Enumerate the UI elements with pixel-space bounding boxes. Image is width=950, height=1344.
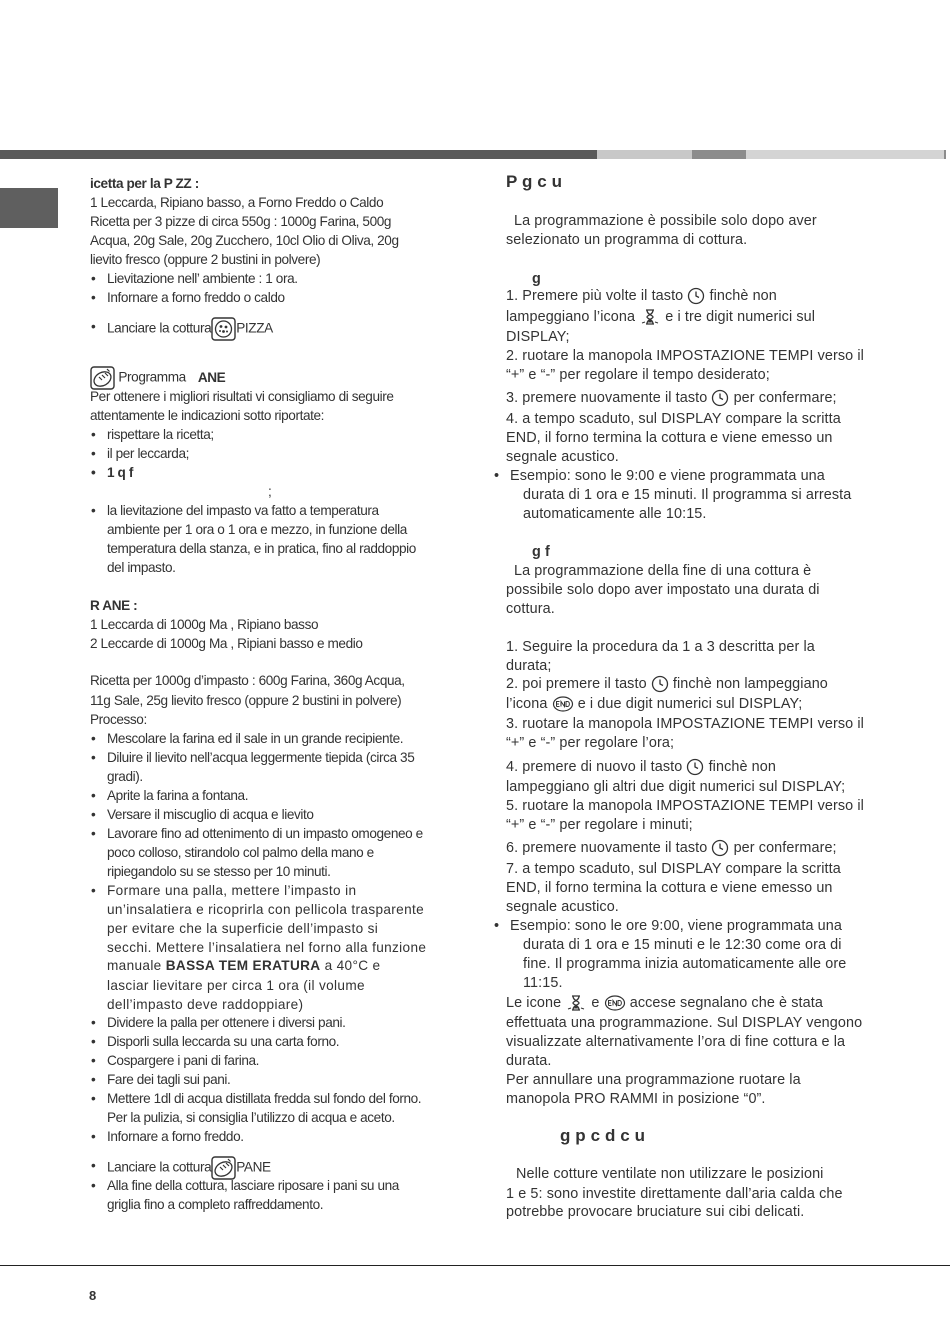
clock-icon [711, 839, 729, 857]
text-line: Per annullare una programmazione ruotare la [506, 1072, 801, 1088]
text-line: • Lanciare la cottura PIZZA [107, 317, 273, 341]
text-line: “+” e “-” per regolare l’ora; [506, 735, 675, 751]
text-line: Ricetta per 1000g d’impasto : 600g Farina, 360g Acqua, [90, 673, 405, 688]
text-line: • Lanciare la cottura PANE [107, 1156, 271, 1180]
text-line: La programmazione della fine di una cottura è [514, 563, 812, 579]
text-line: Per la pulizia, si consiglia l’utilizzo di acqua e aceto. [107, 1110, 395, 1125]
text-line: 3. ruotare la manopola IMPOSTAZIONE TEMPI verso il [506, 716, 864, 732]
right-column [494, 0, 946, 1260]
text-line: 4. a tempo scaduto, sul DISPLAY compare la scritta [506, 411, 841, 427]
text-line: Processo: [90, 712, 147, 727]
text-line: R ANE : [90, 598, 138, 613]
text-line: • Infornare a forno freddo. [91, 1129, 244, 1144]
text-line: 1. Premere più volte il tasto finchè non [506, 288, 777, 304]
bullet: • [91, 446, 96, 461]
text-line: 2. ruotare la manopola IMPOSTAZIONE TEMPI verso il [506, 348, 864, 364]
text-line: ambiente per 1 ora o 1 ora e mezzo, in funzione della [107, 522, 407, 537]
text-line: segnale acustico. [506, 899, 619, 915]
text-line: DISPLAY; [506, 329, 570, 345]
text-line: Nelle cotture ventilate non utilizzare le posizioni [516, 1166, 824, 1182]
text-line: temperatura della stanza, e in pratica, fino al raddoppio [107, 541, 416, 556]
bullet: • [91, 1053, 96, 1068]
text-line: • Lievitazione nell’ ambiente : 1 ora. [91, 271, 298, 286]
text-line: secchi. Mettere l’insalatiera nel forno alla funzione [107, 940, 427, 955]
bullet: • [91, 1158, 96, 1173]
text-line: manuale BASSA TEM ERATURA a 40°C e [107, 958, 381, 973]
text-line: per evitare che la superficie dell’impasto si [107, 921, 379, 936]
text-line: • il per leccarda; [91, 446, 189, 461]
text-line: icetta per la P ZZ : [90, 176, 199, 191]
bullet: • [91, 731, 96, 746]
text-line: possibile solo dopo aver impostato una durata di [506, 582, 820, 598]
clock-icon [651, 675, 669, 693]
text-line: 1 e 5: sono investite direttamente dall’aria calda che [506, 1186, 843, 1202]
left-column [90, 0, 490, 1260]
text-line: 7. a tempo scaduto, sul DISPLAY compare la scritta [506, 861, 841, 877]
bullet: • [91, 271, 96, 286]
text-line: 1 Leccarda di 1000g Ma , Ripiano basso [90, 617, 319, 632]
clock-icon [711, 389, 729, 407]
text-line: • Mettere 1dl di acqua distillata fredda sul fondo del forno. [91, 1091, 422, 1106]
text-line: • Lavorare fino ad ottenimento di un impasto omogeneo e [91, 826, 423, 841]
text-line: lampeggiano l’icona e i tre digit numerici sul [506, 309, 816, 325]
text-line: • rispettare la ricetta; [91, 427, 214, 442]
text-line: • Esempio: sono le ore 9:00, viene programmata una [494, 918, 842, 934]
text-line: effettuata una programmazione. Sul DISPLAY vengono [506, 1015, 863, 1031]
text-line: END, il forno termina la cottura e viene emesso un [506, 430, 833, 446]
text-line: durata; [506, 658, 552, 674]
text-line: Per ottenere i migliori risultati vi consigliamo di seguire [90, 389, 394, 404]
bullet: • [91, 883, 97, 898]
text-line: dell’impasto deve raddoppiare) [107, 997, 304, 1012]
text-line: 3. premere nuovamente il tasto per confermare; [506, 390, 837, 406]
bullet: • [91, 788, 96, 803]
text-line: Programma ANE [90, 366, 225, 390]
text-line: manopola PRO RAMMI in posizione “0”. [506, 1091, 766, 1107]
bullet: • [91, 1178, 96, 1193]
bullet: • [91, 1129, 96, 1144]
text-line: 1. Seguire la procedura da 1 a 3 descritta per la [506, 639, 815, 655]
text-line: ; [268, 484, 272, 499]
text-line: attentamente le indicazioni sotto riportate: [90, 408, 325, 423]
pizza-program-icon [211, 317, 236, 341]
text-line: 11:15. [523, 975, 563, 991]
text-line: durata di 1 ora e 15 minuti. Il programma si arresta [523, 487, 852, 503]
text-line: • Versare il miscuglio di acqua e lievito [91, 807, 314, 822]
text-line: cottura. [506, 601, 555, 617]
text-line: 1 Leccarda, Ripiano basso, a Forno Freddo o Caldo [90, 195, 384, 210]
text-line: lasciar lievitare per circa 1 ora (il volume [107, 978, 365, 993]
text-line: un’insalatiera e ricoprirla con pellicola trasparente [107, 902, 425, 917]
text-line: 4. premere di nuovo il tasto finchè non [506, 759, 776, 775]
text-line: lievito fresco (oppure 2 bustini in polvere) [90, 252, 321, 267]
text-line: del impasto. [107, 560, 176, 575]
text-line: poco colloso, stirandolo col palmo della mano e [107, 845, 374, 860]
text-line: • Formare una palla, mettere l’impasto in [91, 883, 357, 898]
text-line: Le icone e accese segnalano che è stata [506, 995, 823, 1011]
bullet: • [494, 918, 500, 934]
text-line: ripiegandolo su se stesso per 10 minuti. [107, 864, 331, 879]
text-line: fine. Il programma inizia automaticamente alle ore [523, 956, 847, 972]
bullet: • [91, 1015, 96, 1030]
text-line: segnale acustico. [506, 449, 619, 465]
text-line: • Infornare a forno freddo o caldo [91, 290, 285, 305]
text-line: griglia fino a completo raffreddamento. [107, 1197, 324, 1212]
section-tab [0, 188, 58, 228]
text-line: gradi). [107, 769, 143, 784]
text-line: l’icona e i due digit numerici sul DISPLAY; [506, 696, 803, 712]
text-line: g [532, 271, 541, 287]
hourglass-icon [565, 994, 587, 1012]
text-line: • Alla fine della cottura, lasciare riposare i pani su una [91, 1178, 399, 1193]
text-line: 2. poi premere il tasto finchè non lampeggiano [506, 676, 828, 692]
text-line: lampeggiano gli altri due digit numerici sul DISPLAY; [506, 779, 846, 795]
text-line: • Dividere la palla per ottenere i diversi pani. [91, 1015, 346, 1030]
text-line: 11g Sale, 25g lievito fresco (oppure 2 bustini in polvere) [90, 693, 402, 708]
text-line: • Disporli sulla leccarda su una carta forno. [91, 1034, 340, 1049]
text-line: Ricetta per 3 pizze di circa 550g : 1000g Farina, 500g [90, 214, 392, 229]
text-line: g p c d c u [560, 1126, 646, 1145]
text-line: potrebbe provocare bruciature sui cibi delicati. [506, 1204, 805, 1220]
bullet: • [91, 750, 96, 765]
text-line: selezionato un programma di cottura. [506, 232, 748, 248]
text-line: Acqua, 20g Sale, 20g Zucchero, 10cl Olio di Oliva, 20g [90, 233, 399, 248]
bullet: • [91, 826, 96, 841]
bullet: • [91, 465, 96, 480]
text-line: “+” e “-” per regolare il tempo desiderato; [506, 367, 770, 383]
text-line: “+” e “-” per regolare i minuti; [506, 817, 693, 833]
text-line: • Mescolare la farina ed il sale in un grande recipiente. [91, 731, 404, 746]
bullet: • [91, 290, 96, 305]
text-line: END, il forno termina la cottura e viene emesso un [506, 880, 833, 896]
bullet: • [494, 468, 500, 484]
text-line: automaticamente alle 10:15. [523, 506, 707, 522]
bullet: • [91, 319, 96, 334]
text-line: P g c u [506, 172, 563, 191]
bullet: • [91, 1091, 96, 1106]
text-line: • Esempio: sono le 9:00 e viene programmata una [494, 468, 825, 484]
clock-icon [687, 287, 705, 305]
text-line: visualizzate alternativamente l’ora di fine cottura e la [506, 1034, 846, 1050]
text-line: • Cospargere i pani di farina. [91, 1053, 260, 1068]
text-line: durata. [506, 1053, 552, 1069]
text-line: • 1 q f [91, 465, 133, 480]
page-number: 8 [89, 1288, 97, 1303]
end-icon [552, 695, 574, 713]
text-line: • Aprite la farina a fontana. [91, 788, 249, 803]
text-line: • Fare dei tagli sui pani. [91, 1072, 231, 1087]
bullet: • [91, 1072, 96, 1087]
clock-icon [686, 758, 704, 776]
text-line: 6. premere nuovamente il tasto per confermare; [506, 840, 837, 856]
text-line: • Diluire il lievito nell’acqua leggermente tiepida (circa 35 [91, 750, 415, 765]
footer-rule [0, 1265, 950, 1266]
bullet: • [91, 1034, 96, 1049]
bullet: • [91, 807, 96, 822]
text-line: durata di 1 ora e 15 minuti e le 12:30 come ora di [523, 937, 842, 953]
text-line: • la lievitazione del impasto va fatto a temperatura [91, 503, 379, 518]
end-icon [604, 994, 626, 1012]
text-line: g f [532, 544, 550, 560]
hourglass-icon [639, 308, 661, 326]
text-line: La programmazione è possibile solo dopo aver [514, 213, 817, 229]
bullet: • [91, 427, 96, 442]
text-line: 5. ruotare la manopola IMPOSTAZIONE TEMPI verso il [506, 798, 864, 814]
bullet: • [91, 503, 96, 518]
text-line: 2 Leccarde di 1000g Ma , Ripiani basso e medio [90, 636, 363, 651]
